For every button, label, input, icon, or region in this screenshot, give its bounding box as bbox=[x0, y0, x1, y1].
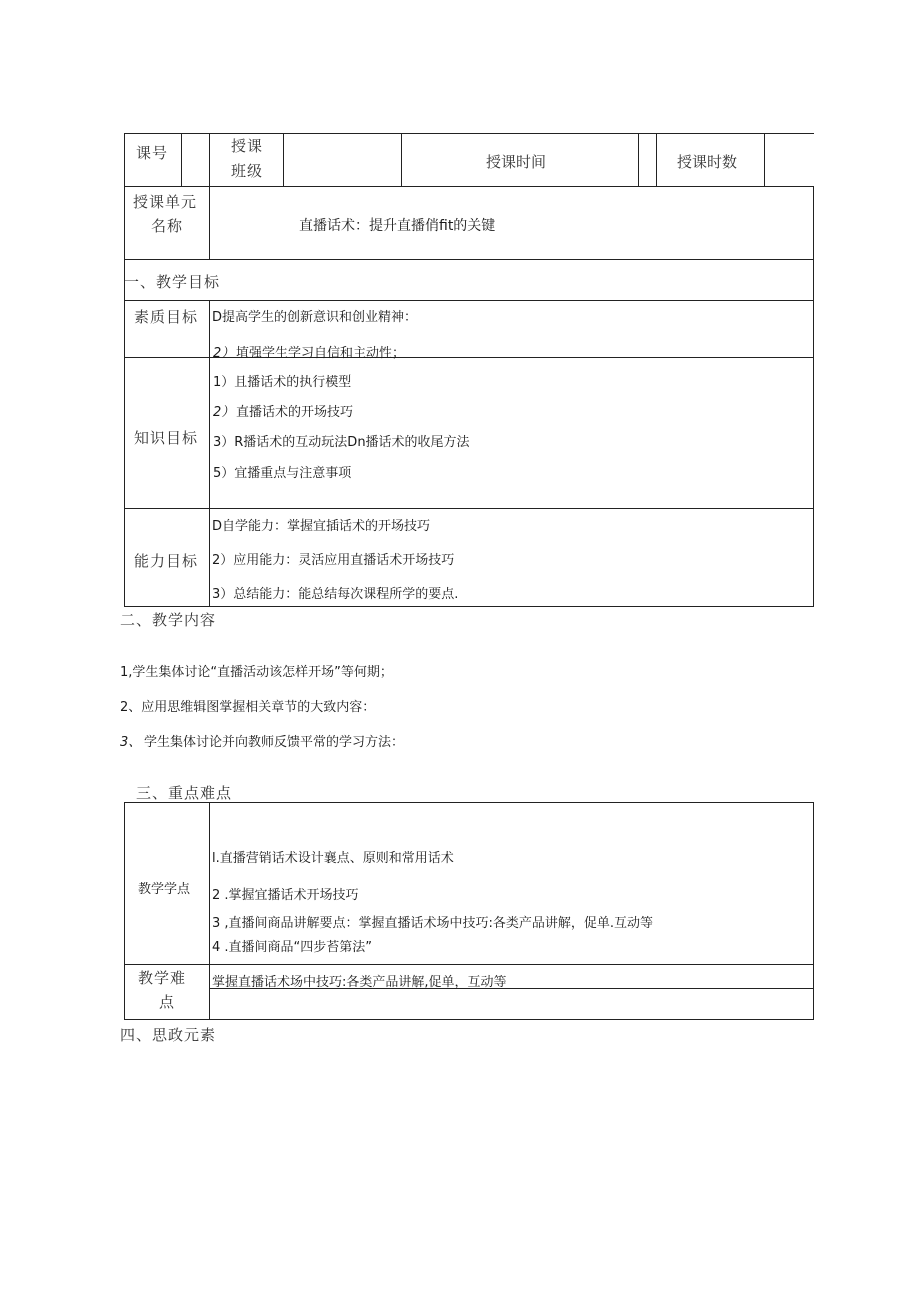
key-points-label: 教学学点 bbox=[138, 882, 191, 897]
key-point-item-1: l.直播营销话术设计襄点、原则和常用话术 bbox=[212, 851, 454, 866]
quality-goal-item-2-text: 埴强学生学习自信和主动性； bbox=[236, 346, 406, 361]
teaching-time-label: 授课时间 bbox=[486, 153, 547, 171]
unit-name-label-line1: 授课单元 bbox=[133, 193, 198, 211]
difficult-point-value: 掌握直播话术场中技巧:各类产品讲解,促单，互动等 bbox=[212, 975, 507, 990]
key-point-item-4: 4 .直播间商品“四步苔第法” bbox=[212, 940, 373, 955]
knowledge-goal-item-2-text: 直播话术的开场技巧 bbox=[236, 405, 354, 420]
quality-goal-item-1: D提高学生的创新意识和创业精神： bbox=[212, 310, 418, 325]
section4-title: 四、思政元素 bbox=[120, 1026, 217, 1044]
knowledge-goal-item-5: 5）宜播重点与注意事项 bbox=[213, 466, 352, 481]
knowledge-goal-label: 知识目标 bbox=[134, 429, 199, 447]
content-item-1: 1,学生集体讨论“直播活动该怎样开场”等何期； bbox=[120, 665, 393, 680]
section1-title: 一、教学目标 bbox=[124, 273, 221, 291]
quality-goal-label: 素质目标 bbox=[134, 308, 199, 326]
unit-name-value: 直播话术：提升直播俏fit的关键 bbox=[299, 218, 496, 234]
quality-goal-item-2-number: 2） bbox=[213, 346, 235, 361]
ability-goal-item-3: 3）总结能力：能总结每次课程所学的要点. bbox=[212, 587, 459, 602]
ability-goal-item-2: 2）应用能力：灵活应用直播话术开场技巧 bbox=[212, 553, 455, 568]
key-point-item-3: 3 ,直播间商品讲解要点：掌握直播话术场中技巧:各类产品讲解，促单.互动等 bbox=[212, 916, 654, 931]
difficult-points-label-line2: 点 bbox=[159, 993, 176, 1011]
content-item-3-text: 学生集体讨论并向教师反馈平常的学习方法： bbox=[144, 735, 405, 750]
section2-title: 二、教学内容 bbox=[120, 611, 217, 629]
knowledge-goal-item-3: 3）R播话术的互动玩法Dn播话术的收尾方法 bbox=[213, 435, 470, 450]
section3-title: 三、重点难点 bbox=[136, 784, 233, 802]
ability-goal-item-1: D自学能力：掌握宜插话术的开场技巧 bbox=[212, 519, 431, 534]
teaching-hours-label: 授课时数 bbox=[677, 153, 738, 171]
knowledge-goal-item-1: 1）且播话术的执行模型 bbox=[213, 375, 352, 390]
key-point-item-2: 2 .掌握宜播话术开场技巧 bbox=[212, 888, 359, 903]
knowledge-goal-item-2-number: 2） bbox=[213, 405, 235, 420]
course-number-label: 课号 bbox=[136, 144, 169, 162]
class-label-line1: 授课 bbox=[231, 137, 264, 155]
content-item-3-number: 3、 bbox=[120, 735, 142, 750]
difficult-points-label-line1: 教学难 bbox=[138, 969, 187, 987]
class-label-line2: 班级 bbox=[231, 162, 264, 180]
content-item-2: 2、应用思维辑图掌握相关章节的大致内容： bbox=[120, 700, 376, 715]
unit-name-label-line2: 名称 bbox=[151, 217, 184, 235]
ability-goal-label: 能力目标 bbox=[134, 552, 199, 570]
